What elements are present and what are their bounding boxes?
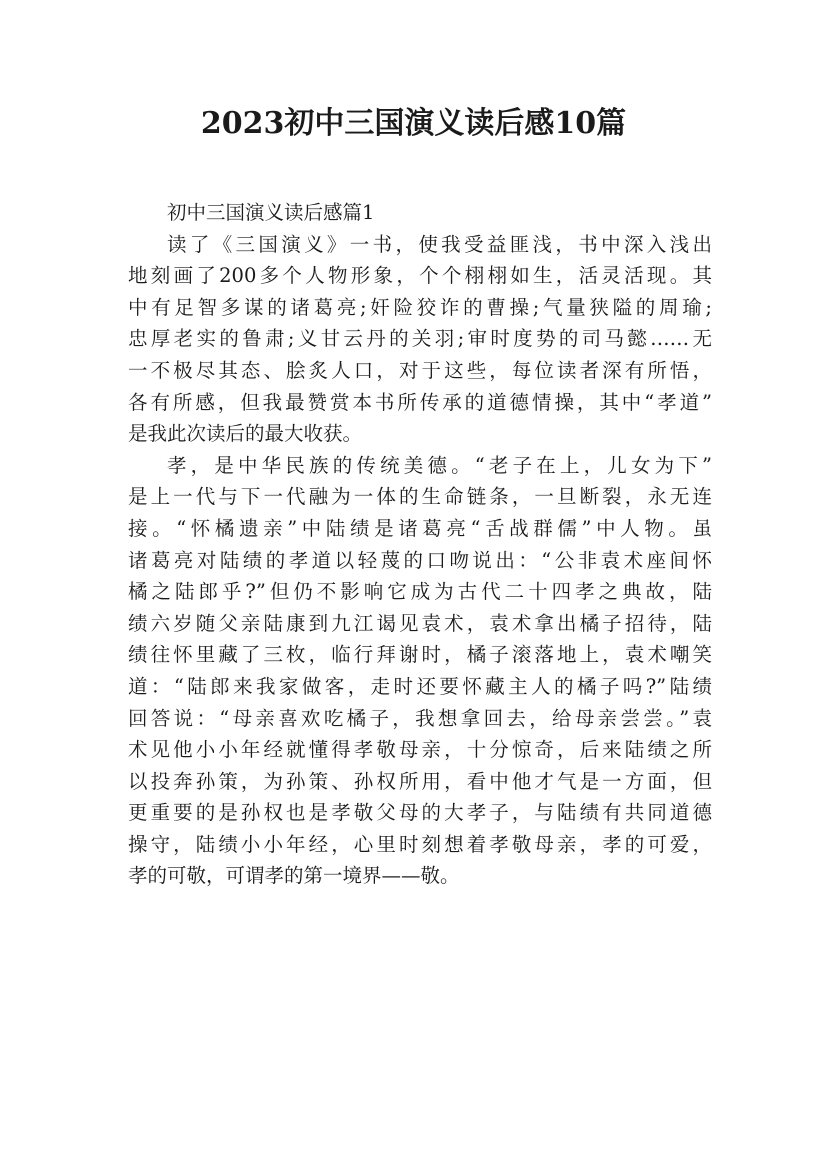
paragraph-line: 孝的可敬，可谓孝的第一境界——敬。 (128, 864, 460, 888)
paragraph-line: 术见他小小年经就懂得孝敬母亲，十分惊奇，后来陆绩之所 (128, 738, 712, 762)
document-title: 2023初中三国演义读后感10篇 (200, 106, 627, 141)
paragraph-line: 是我此次读后的最大收获。 (128, 422, 363, 446)
paragraph-line: 忠厚老实的鲁肃;义甘云丹的关羽;审时度势的司马懿……无 (128, 327, 712, 351)
paragraph-line: 操守，陆绩小小年经，心里时刻想着孝敬母亲，孝的可爱， (128, 832, 712, 856)
paragraph-line: 是上一代与下一代融为一体的生命链条，一旦断裂，永无连 (128, 485, 712, 509)
paragraph-line: 接。“怀橘遗亲”中陆绩是诸葛亮“舌战群儒”中人物。虽 (128, 516, 712, 540)
paragraph-2 (128, 450, 712, 892)
paragraph-line: 中有足智多谋的诸葛亮;奸险狡诈的曹操;气量狭隘的周瑜; (128, 295, 712, 319)
paragraph-line: 诸葛亮对陆绩的孝道以轻蔑的口吻说出：“公非袁术座间怀 (128, 548, 712, 572)
paragraph-line: 道：“陆郎来我家做客，走时还要怀藏主人的橘子吗?”陆绩 (128, 674, 712, 698)
paragraph-line: 孝，是中华民族的传统美德。“老子在上，儿女为下” (167, 453, 712, 477)
document-body (128, 197, 712, 892)
section-heading: 初中三国演义读后感篇1 (167, 201, 375, 224)
paragraph-line: 橘之陆郎乎?”但仍不影响它成为古代二十四孝之典故，陆 (128, 580, 712, 604)
paragraph-line: 回答说：“母亲喜欢吃橘子，我想拿回去，给母亲尝尝。”袁 (128, 706, 712, 730)
paragraph-line: 读了《三国演义》一书，使我受益匪浅，书中深入浅出 (167, 232, 712, 256)
paragraph-line: 以投奔孙策，为孙策、孙权所用，看中他才气是一方面，但 (128, 769, 712, 793)
paragraph-line: 绩往怀里藏了三枚，临行拜谢时，橘子滚落地上，袁术嘲笑 (128, 643, 712, 667)
paragraph-line: 各有所感，但我最赞赏本书所传承的道德情操，其中“孝道” (128, 390, 712, 414)
paragraph-1 (128, 229, 712, 450)
paragraph-line: 更重要的是孙权也是孝敬父母的大孝子，与陆绩有共同道德 (128, 801, 712, 825)
paragraph-line: 一不极尽其态、脍炙人口，对于这些，每位读者深有所悟， (128, 358, 712, 382)
paragraph-line: 绩六岁随父亲陆康到九江谒见袁术，袁术拿出橘子招待，陆 (128, 611, 712, 635)
paragraph-line: 地刻画了200多个人物形象，个个栩栩如生，活灵活现。其 (128, 264, 712, 288)
